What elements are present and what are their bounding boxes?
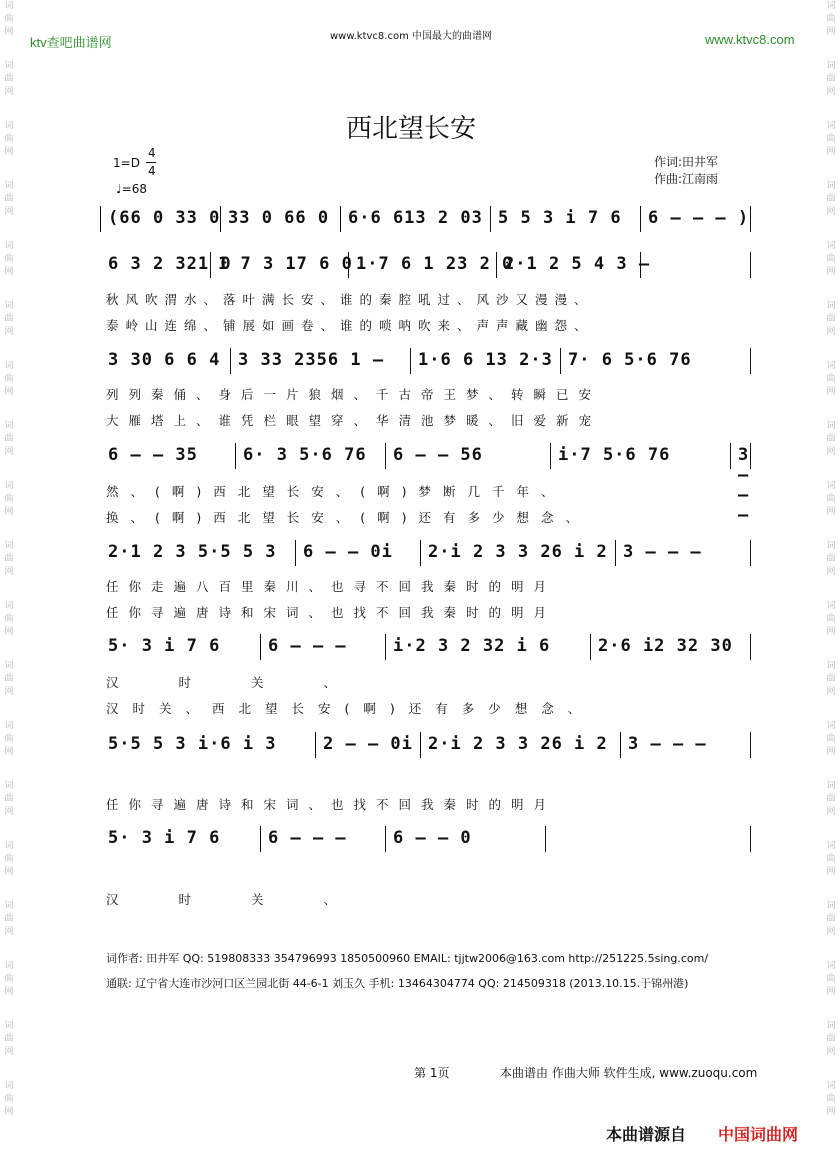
measure: 6 – – – — [268, 828, 347, 848]
measure: 6· 3 5·6 76 — [243, 445, 367, 465]
measure: 6 – – 35 — [108, 445, 198, 465]
measure: 3 30 6 6 4 — [108, 350, 221, 370]
barline — [560, 348, 561, 374]
measure: 2·1 2 5 4 3 – — [504, 254, 651, 274]
score-line — [100, 820, 760, 852]
lyric-line: 任你走遍八百里秦川、也寻不回我秦时的明月 — [106, 579, 557, 594]
measure: 5·5 5 3 i·6 i 3 — [108, 734, 277, 754]
lyric-line: 汉时关、 — [106, 892, 397, 907]
measure: i·2 3 2 32 i 6 — [393, 636, 551, 656]
header-center-site: www.ktvc8.com 中国最大的曲谱网 — [330, 31, 493, 42]
score-line — [100, 200, 760, 232]
lyric-line: 泰岭山连绵、铺展如画卷、谁的唢呐吹来、声声藏幽怨、 — [106, 318, 594, 333]
contact-line-1: 词作者: 田井军 QQ: 519808333 354796993 1850500960 EMAIL: tjjtw2006@163.com http://251225.5sing.com/ — [106, 952, 709, 965]
measure: 2·i 2 3 3 26 i 2 — [428, 542, 608, 562]
measure: 2 – – 0i — [323, 734, 413, 754]
measure: 3 – – – — [628, 734, 707, 754]
left-watermark: 词 曲 网 词 曲 网 词 曲 网 词 曲 网 词 曲 网 词 曲 网 词 曲 网 词 曲 网 词 曲 网 词 曲 网 词 曲 网 词 曲 网 词 曲 网 词 曲 网 词 曲 网 词 曲 网 词 曲 网 词 曲 网 词 曲 网 — [4, 1, 14, 1117]
score-line — [100, 534, 760, 566]
barline — [750, 540, 751, 566]
barline — [260, 634, 261, 660]
lyric-line: 任你寻遍唐诗和宋词、也找不回我秦时的明月 — [106, 797, 557, 812]
composer: 作曲:江南雨 — [654, 172, 719, 186]
lyricist: 作词:田井军 — [654, 155, 719, 169]
barline — [410, 348, 411, 374]
measure: 5 5 3 i 7 6 — [498, 208, 622, 228]
score-line — [100, 342, 760, 374]
barline — [750, 732, 751, 758]
measure: 6 – – 0i — [303, 542, 393, 562]
barline — [260, 826, 261, 852]
tempo: ♩=68 — [116, 182, 147, 196]
header-left-site[interactable]: ktv查吧曲谱网 — [30, 35, 112, 50]
source-site[interactable]: 中国词曲网 — [718, 1125, 799, 1144]
score-line — [100, 726, 760, 758]
score-line — [100, 628, 760, 660]
lyric-line: 任你寻遍唐诗和宋词、也找不回我秦时的明月 — [106, 605, 557, 620]
barline — [615, 540, 616, 566]
measure: 6 – – 56 — [393, 445, 483, 465]
page-number: 第 1页 — [414, 1066, 450, 1080]
barline — [640, 206, 641, 232]
source-label: 本曲谱源自 — [606, 1125, 687, 1144]
measure: 5· 3 i 7 6 — [108, 828, 221, 848]
lyric-line: 列列秦俑、身后一片狼烟、千古帝王梦、转瞬已安 — [106, 387, 602, 402]
barline — [230, 348, 231, 374]
barline — [750, 826, 751, 852]
barline — [420, 732, 421, 758]
barline — [620, 732, 621, 758]
barline — [385, 634, 386, 660]
barline — [315, 732, 316, 758]
generated-by: 本曲谱由 作曲大师 软件生成, www.zuoqu.com — [500, 1066, 758, 1080]
contact-line-2: 通联: 辽宁省大连市沙河口区兰园北街 44-6-1 刘玉久 手机: 13464304774 QQ: 214509318 (2013.10.15.于锦州港) — [106, 977, 689, 990]
key-signature: 1=D — [113, 156, 140, 170]
measure: 2·1 2 3 5·5 5 3 — [108, 542, 277, 562]
measure: (66 0 33 0 — [108, 208, 221, 228]
measure: 6 – – – ) — [648, 208, 750, 228]
measure: 2·i 2 3 3 26 i 2 — [428, 734, 608, 754]
measure: 1 7 3 17 6 0 — [218, 254, 353, 274]
lyric-line: 汉时关、西北望长安(啊)还有多少想念、 — [106, 701, 595, 716]
measure: 3 – – – — [623, 542, 702, 562]
barline — [340, 206, 341, 232]
measure: 2·6 i2 32 30 — [598, 636, 733, 656]
measure: 6 – – – — [268, 636, 347, 656]
measure: 6·6 613 2 03 — [348, 208, 483, 228]
header-right-site[interactable]: www.ktvc8.com — [705, 32, 795, 47]
measure: 5· 3 i 7 6 — [108, 636, 221, 656]
measure: 3 33 2356 1 – — [238, 350, 385, 370]
measure: 3 – – – — [738, 445, 750, 525]
measure: 7· 6 5·6 76 — [568, 350, 692, 370]
measure: 1·6 6 13 2·3 — [418, 350, 553, 370]
measure: 33 0 66 0 — [228, 208, 330, 228]
barline — [490, 206, 491, 232]
song-title: 西北望长安 — [346, 114, 477, 144]
barline — [545, 826, 546, 852]
measure: i·7 5·6 76 — [558, 445, 671, 465]
lyric-line: 换、(啊)西北望长安、(啊)还有多少想念、 — [106, 510, 591, 525]
barline — [750, 348, 751, 374]
barline — [235, 443, 236, 469]
barline — [590, 634, 591, 660]
barline — [750, 206, 751, 232]
time-sig-bottom: 4 — [148, 164, 156, 178]
measure: 6 – – 0 — [393, 828, 472, 848]
barline — [100, 206, 101, 232]
score-line — [100, 246, 760, 278]
measure: 1·7 6 1 23 2 0 — [356, 254, 514, 274]
barline — [750, 252, 751, 278]
time-sig-divider — [146, 162, 156, 163]
time-sig-top: 4 — [148, 146, 156, 160]
barline — [385, 826, 386, 852]
barline — [550, 443, 551, 469]
barline — [750, 634, 751, 660]
lyric-line: 汉时关、 — [106, 675, 397, 690]
lyric-line: 秋风吹渭水、落叶满长安、谁的秦腔吼过、风沙又漫漫、 — [106, 292, 594, 307]
measure: 6 3 2 321 0 — [108, 254, 232, 274]
lyric-line: 然、(啊)西北望长安、(啊)梦断几千年、 — [106, 484, 566, 499]
barline — [295, 540, 296, 566]
lyric-line: 大雁塔上、谁凭栏眼望穿、华清池梦暖、旧爱新宠 — [106, 413, 602, 428]
barline — [385, 443, 386, 469]
right-watermark: 词 曲 网 词 曲 网 词 曲 网 词 曲 网 词 曲 网 词 曲 网 词 曲 网 词 曲 网 词 曲 网 词 曲 网 词 曲 网 词 曲 网 词 曲 网 词 曲 网 词 曲 网 词 曲 网 词 曲 网 词 曲 网 词 曲 网 — [826, 1, 836, 1117]
barline — [420, 540, 421, 566]
barline — [730, 443, 731, 469]
